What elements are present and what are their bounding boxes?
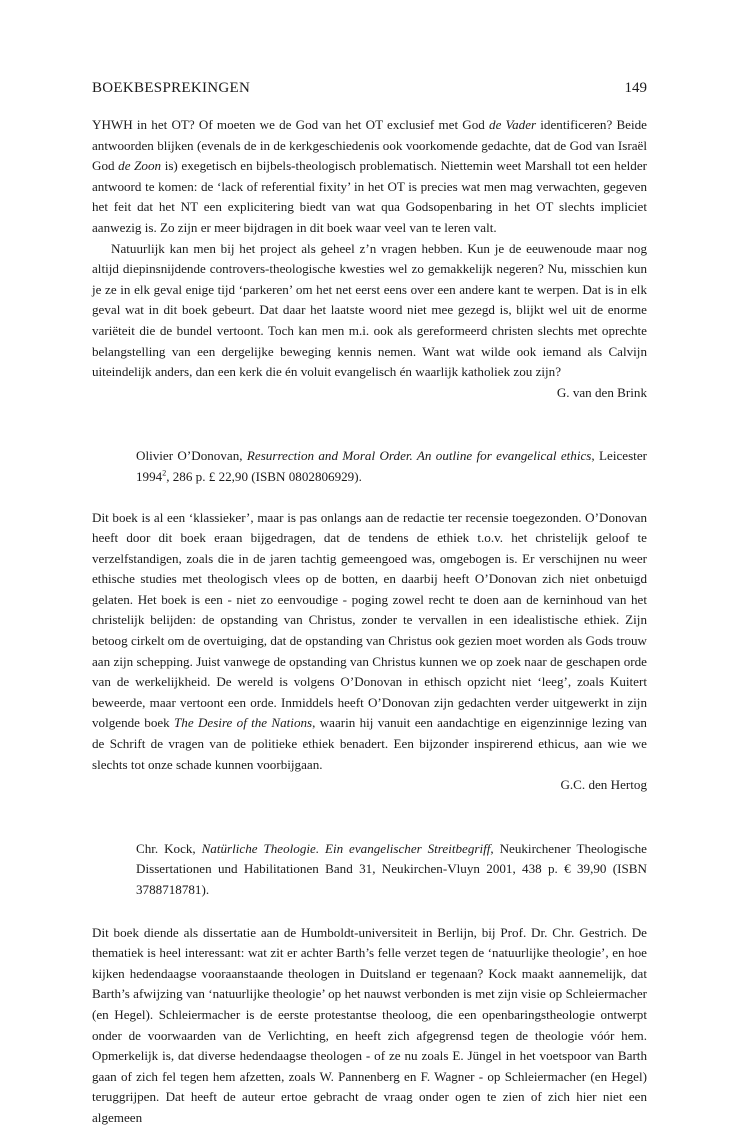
review3-book-reference: Chr. Kock, Natürliche Theologie. Ein evangelischer Streitbegriff, Neukirchener Theologische Dissertationen und Habilitationen Band 31, Neukirchen-Vluyn 2001, 438 p. € 39,90 (ISBN 3788718781). (136, 840, 647, 897)
review1-paragraph-2: Natuurlijk kan men bij het project als geheel z’n vragen hebben. Kun je de eeuwenoude maar nog altijd diepinsnijdende controvers-theologische kwesties wel zo gemakkelijk negeren? Nu, misschien kun je ze in elk geval enige tijd ‘parkeren’ om het net eerst eens over een andere kant te werpen. Dat is in elk geval wat in dit boek gebeurt. Dat daar het laatste woord niet mee gezegd is, blijkt wel uit de enorme variëteit die de bundel vertoont. Toch kan men m.i. ook als gereformeerd christen slechts met oprechte belangstelling van een dergelijke beweging kennis nemen. Want wat wilde ook iemand als Calvijn uiteindelijk anders, dan een kerk die én voluit evangelisch én waarlijk katholiek zou zijn? (92, 240, 647, 380)
review2-signature: G.C. den Hertog (560, 777, 647, 793)
review1-paragraph-1: YHWH in het OT? Of moeten we de God van het OT exclusief met God de Vader identificeren? Beide antwoorden blijken (evenals de in de kerkgeschiedenis ook voorkomende gedachte, dat de God van Israël God de Zoon is) exegetisch en bijbels-theologisch problematisch. Niettemin weet Marshall tot een helder antwoord te komen: de ‘lack of referential fixity’ in het OT is precies wat men mag verwachten, gegeven het feit dat het NT een explicitering biedt van wat qua Godsopenbaring in het OT slechts impliciet aanwezig is. Zo zijn er meer bijdragen in dit boek waar veel van te leren valt. (92, 117, 647, 235)
review3-body: Dit boek diende als dissertatie aan de Humboldt-universiteit in Berlijn, bij Prof. Dr. Chr. Gestrich. De thematiek is heel interessant: wat zit er achter Barth’s felle verzet tegen de ‘natuurlijke theologie’, en hoe kijken hedendaagse vooraanstaande theologen in Duitsland er tegenaan? Kock maakt aannemelijk, dat Barth’s afwijzing van ‘natuurlijke theologie’ op het nauwst verbonden is met zijn visie op Schleiermacher (en Hegel). Schleiermacher is de eerste protestantse theoloog, die een openbaringstheologie ontwerpt onder de voorwaarden van de Verlichting, en heeft zich afgegrensd tegen de theologie vóór hem. Opmerkelijk is, dat diverse hedendaagse theologen - of ze nu zoals E. Jüngel in het voetspoor van Barth gaan of zich fel tegen hem afzetten, zoals W. Pannenberg en F. Wagner - op Schleiermacher (en Hegel) teruggrijpen. Dat heeft de auteur ertoe gebracht de vraag onder ogen te zien of zich hier niet een algemeen (92, 924, 647, 1125)
review2-body: Dit boek is al een ‘klassieker’, maar is pas onlangs aan de redactie ter recensie toegezonden. O’Donovan heeft door dit boek eraan bijgedragen, dat de tendens de ethiek t.o.v. het christelijk geloof te verzelfstandigen, zoals die in de jaren tachtig gemeengoed was, omgebogen is. Er verschijnen nu weer ethische studies met theologisch vlees op de botten, en daarbij heeft O’Donovan zich niet onbetuigd gelaten. Het boek is een - niet zo eenvoudige - poging zowel recht te doen aan de kerninhoud van het christelijk belijden: de opstanding van Christus, zonder te vervallen in een idealistische ethiek. Zijn betoog cirkelt om de overtuiging, dat de opstanding van Christus ook gezien moet worden als Gods trouw aan zijn schepping. Juist vanwege de opstanding van Christus kunnen we op zoek naar de geschapen orde van de werkelijkheid. De wereld is volgens O’Donovan in ethisch opzicht niet ‘leeg’, zoals Kuitert beweerde, maar vertoont een orde. Inmiddels heeft O’Donovan zijn gedachten verder uitgewerkt in zijn volgende boek The Desire of the Nations, waarin hij vanuit een aandachtige en eigenzinnige lezing van de Schrift de vragen van de politieke ethiek benadert. Een bijzonder inspirerend ethicus, aan wie we slechts tot onze schade kunnen voorbijgaan. (92, 509, 647, 772)
running-header (92, 78, 647, 100)
page-number: 149 (624, 80, 647, 96)
document-page (92, 78, 647, 1129)
review1-signature: G. van den Brink (556, 384, 647, 400)
section-title: BOEKBESPREKINGEN (92, 80, 251, 96)
review2-book-reference: Olivier O’Donovan, Resurrection and Moral Order. An outline for evangelical ethics, Leicester 1994$^2$, 286 p. £ 22,90 (ISBN 0802806929). (136, 448, 647, 484)
